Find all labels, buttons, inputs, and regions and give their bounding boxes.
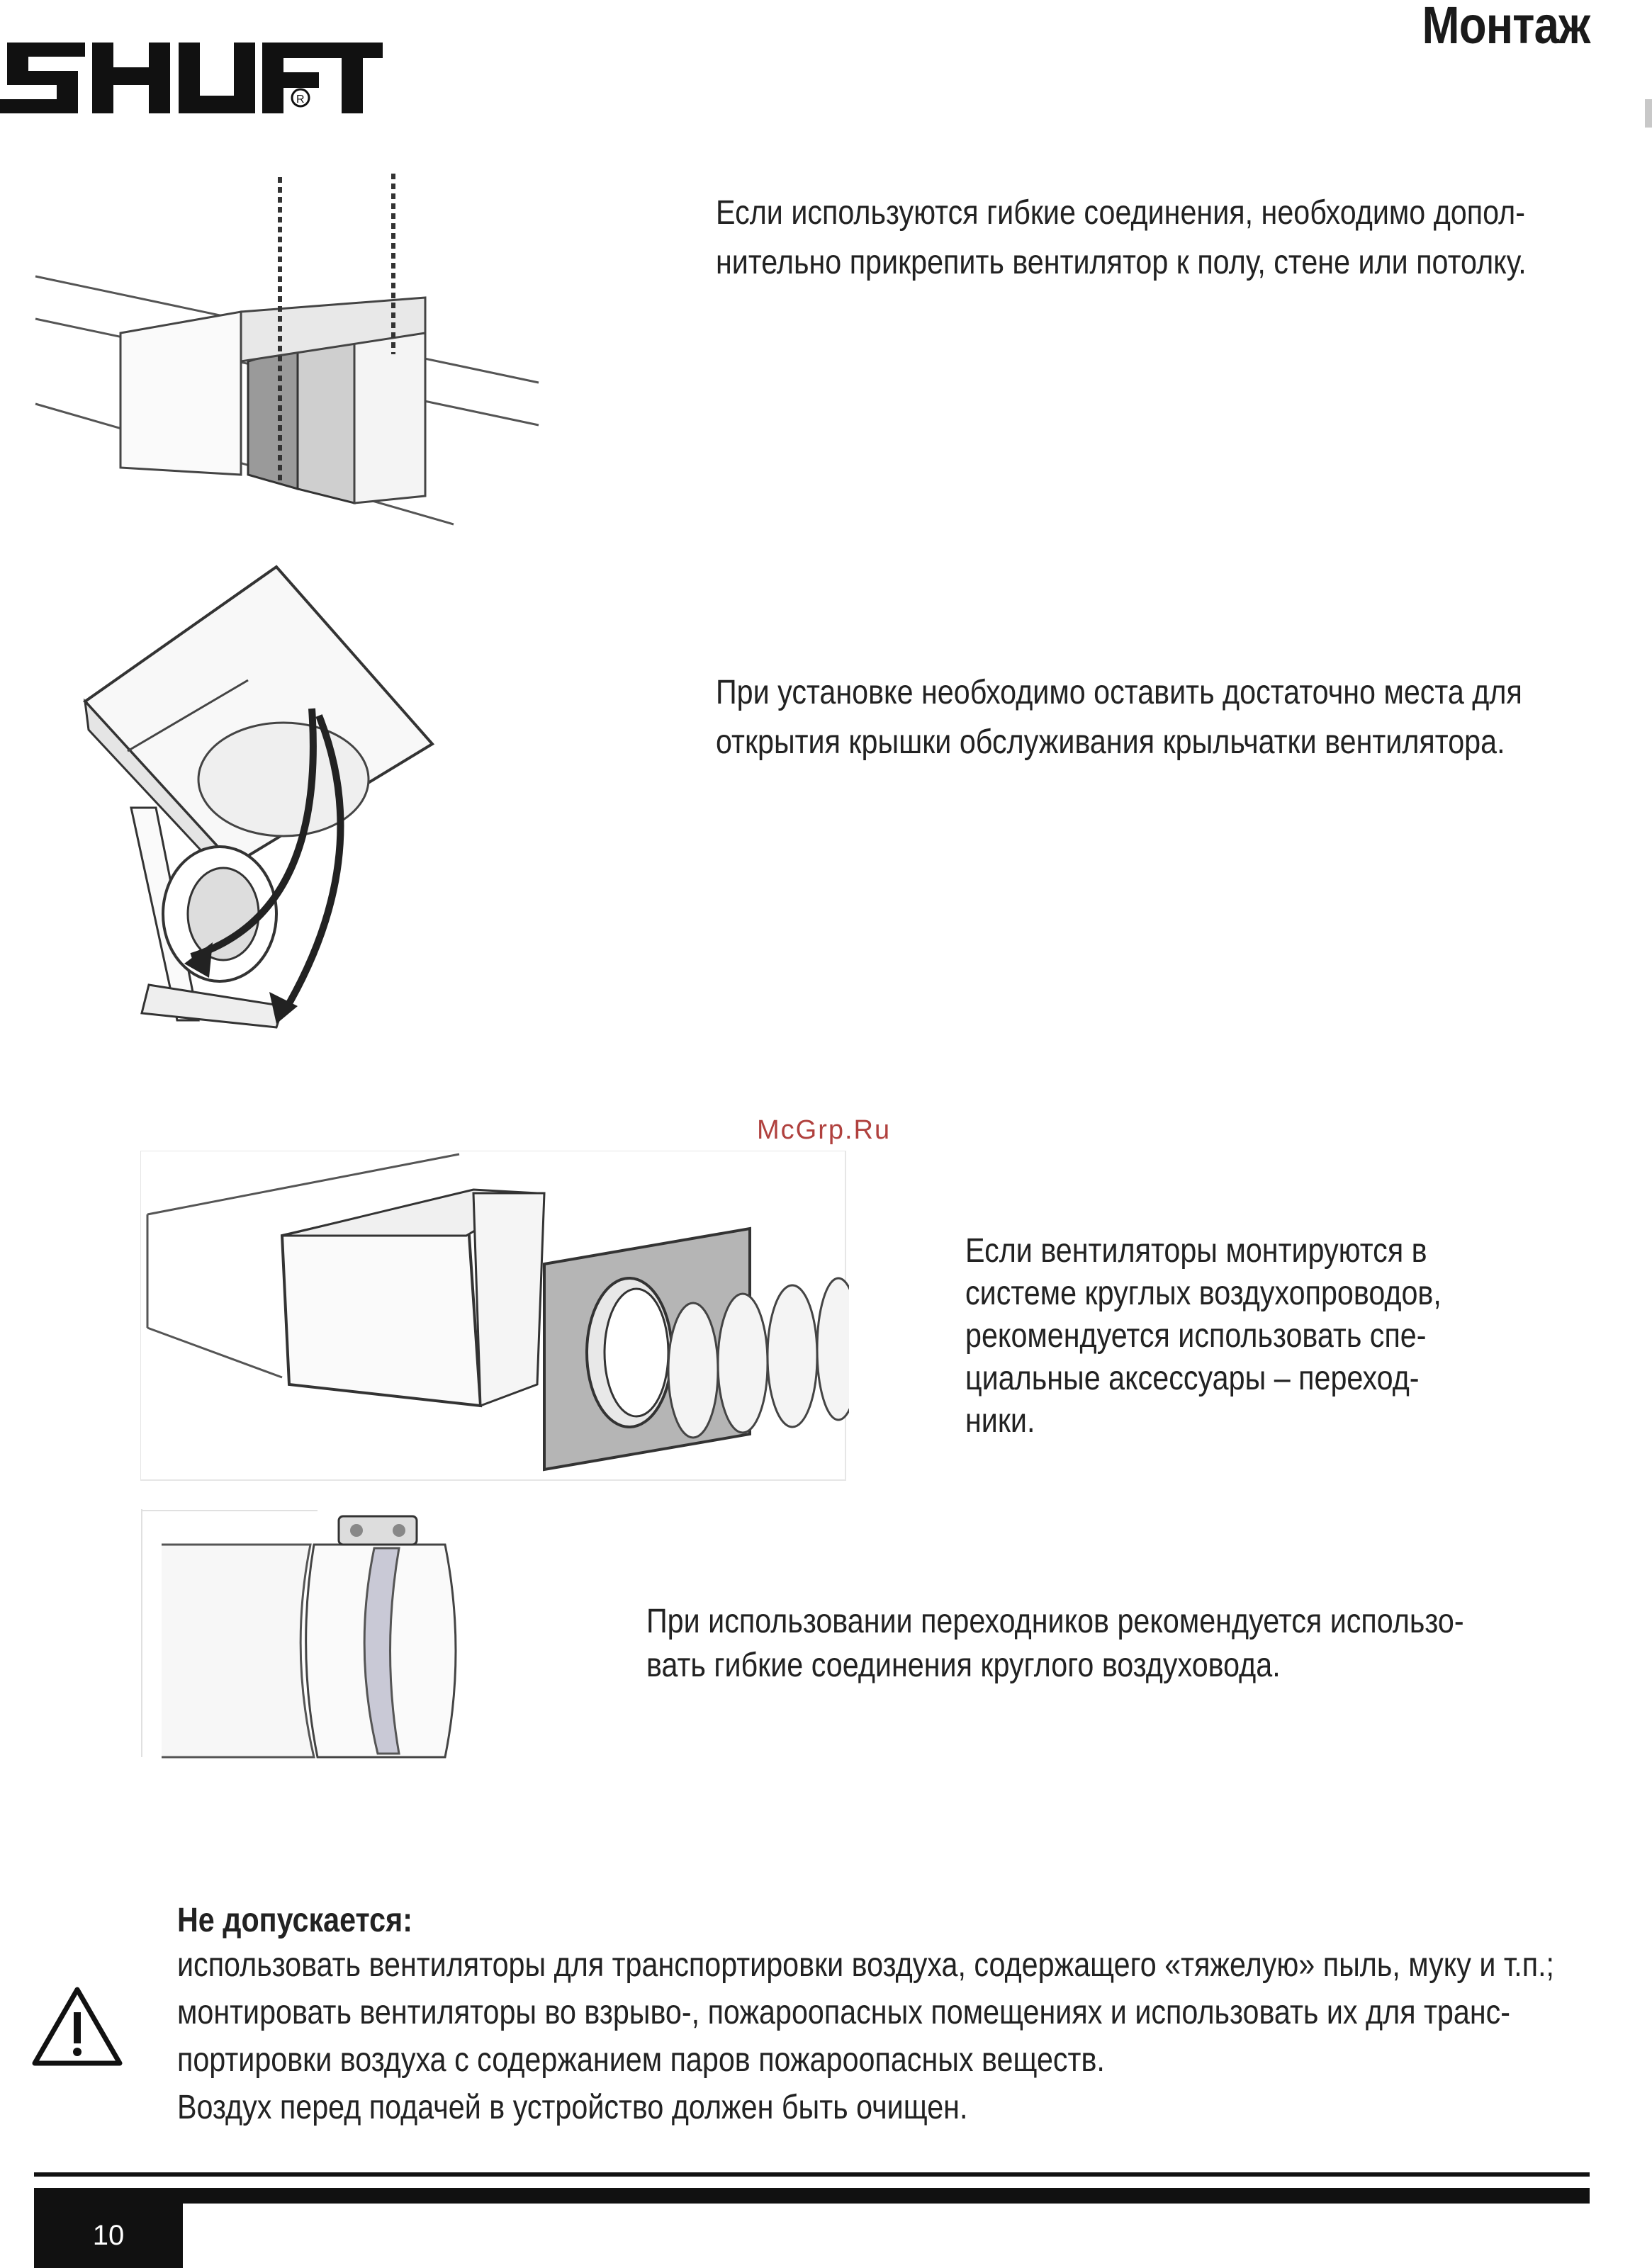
text-line: системе круглых воздухопроводов, [965, 1275, 1442, 1312]
text-line: Если используются гибкие соединения, необходимо допол- [716, 194, 1525, 232]
text-line: При использовании переходников рекомендуется использо- [646, 1603, 1464, 1640]
text-line: ники. [965, 1402, 1035, 1440]
round-duct-adapter-illustration [140, 1151, 849, 1484]
text-line: Если вентиляторы монтируются в [965, 1232, 1427, 1270]
page-number: 10 [92, 2220, 125, 2251]
text-line: монтировать вентиляторы во взрыво-, пожароопасных помещениях и использовать их для транс- [177, 1994, 1511, 2031]
text-line: Воздух перед подачей в устройство должен быть очищен. [177, 2089, 968, 2126]
text-line: вать гибкие соединения круглого воздуховода. [646, 1647, 1281, 1684]
text-service-space [716, 668, 1522, 767]
text-line: циальные аксессуары – переход- [965, 1360, 1420, 1397]
page-title: Монтаж [1422, 0, 1590, 55]
text-flex-connections [716, 188, 1527, 288]
text-adapters [646, 1600, 1464, 1688]
edge-marker [1645, 99, 1652, 128]
warning-text [177, 1941, 1554, 2131]
text-line: нительно прикрепить вентилятор к полу, стене или потолку. [716, 244, 1527, 281]
brand-logo [0, 21, 383, 128]
service-lid-illustration [71, 560, 454, 1056]
svg-text:R: R [296, 94, 305, 106]
text-line: открытия крышки обслуживания крыльчатки вентилятора. [716, 723, 1505, 761]
warning-icon [31, 1984, 123, 2069]
text-round-ducts [965, 1230, 1442, 1443]
duct-clamp-illustration [140, 1509, 481, 1764]
text-line: При установке необходимо оставить достаточно места для [716, 674, 1522, 711]
watermark: McGrp.Ru [757, 1115, 892, 1145]
footer-rule-thick [34, 2188, 1590, 2204]
text-line: портировки воздуха с содержанием паров пожароопасных веществ. [177, 2041, 1105, 2079]
text-line: использовать вентиляторы для транспортировки воздуха, содержащего «тяжелую» пыль, муку и т.п.; [177, 1946, 1555, 1984]
text-line: рекомендуется использовать спе- [965, 1317, 1427, 1355]
suspended-fan-illustration [28, 170, 553, 538]
footer-rule-thin [34, 2172, 1590, 2177]
warning-heading: Не допускается: [177, 1902, 412, 1939]
